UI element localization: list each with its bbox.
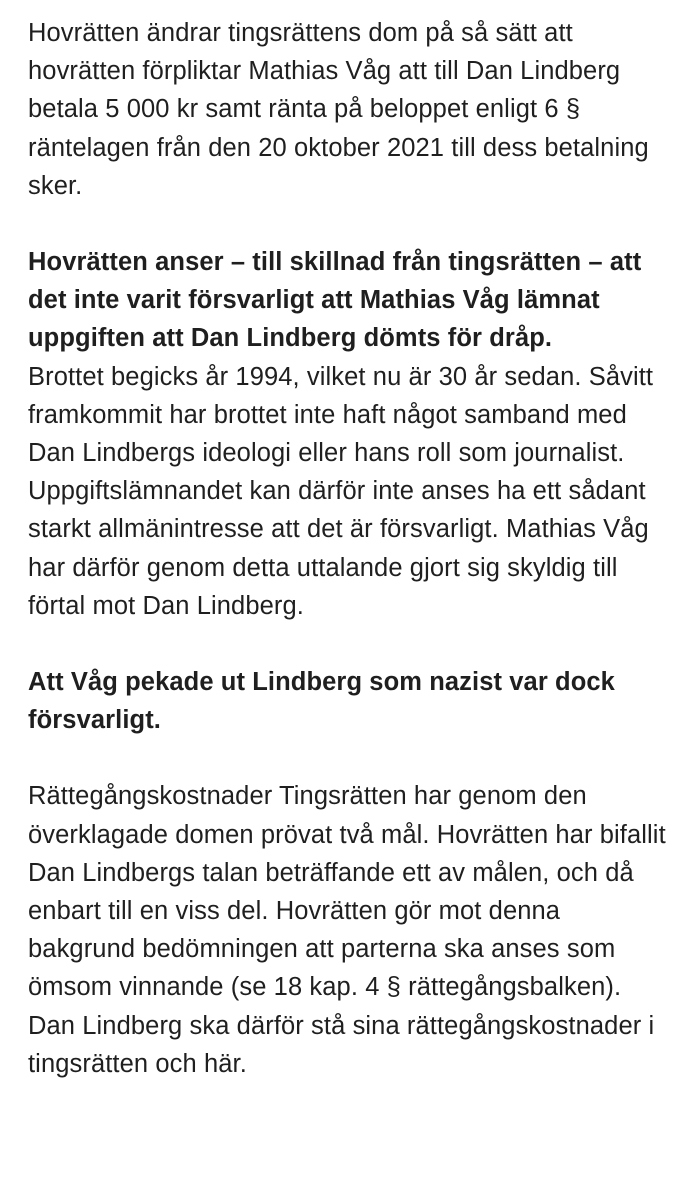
assessment-text: Brottet begicks år 1994, vilket nu är 30 år sedan. Såvitt framkommit har brottet inte haft något samband med Dan Lindbergs ideologi eller hans roll som journalist. Uppgiftslämnandet kan därför inte anses ha ett sådant starkt allmänintresse att det är försvarligt. Mathias Våg har därför genom detta uttalande gjort sig skyldig till förtal mot Dan Lindberg. (28, 362, 654, 620)
paragraph-assessment (28, 243, 670, 625)
paragraph-verdict: Hovrätten ändrar tingsrättens dom på så sätt att hovrätten förpliktar Mathias Våg att till Dan Lindberg betala 5 000 kr samt ränta på beloppet enligt 6 § räntelagen från den 20 oktober 2021 till dess betalning sker. (28, 19, 649, 200)
paragraph-nazi-statement: Att Våg pekade ut Lindberg som nazist var dock försvarligt. (28, 668, 615, 735)
assessment-lead: Hovrätten anser – till skillnad från tingsrätten – att det inte varit försvarligt att Mathias Våg lämnat uppgiften att Dan Lindberg dömts för dråp. (28, 248, 642, 353)
paragraph-costs: Rättegångskostnader Tingsrätten har genom den överklagade domen prövat två mål. Hovrätten har bifallit Dan Lindbergs talan beträffande ett av målen, och då enbart till en viss del. Hovrätten gör mot denna bakgrund bedömningen att parterna ska anses som ömsom vinnande (se 18 kap. 4 § rättegångsbalken). Dan Lindberg ska därför stå sina rättegångskostnader i tingsrätten och här. (28, 782, 666, 1078)
